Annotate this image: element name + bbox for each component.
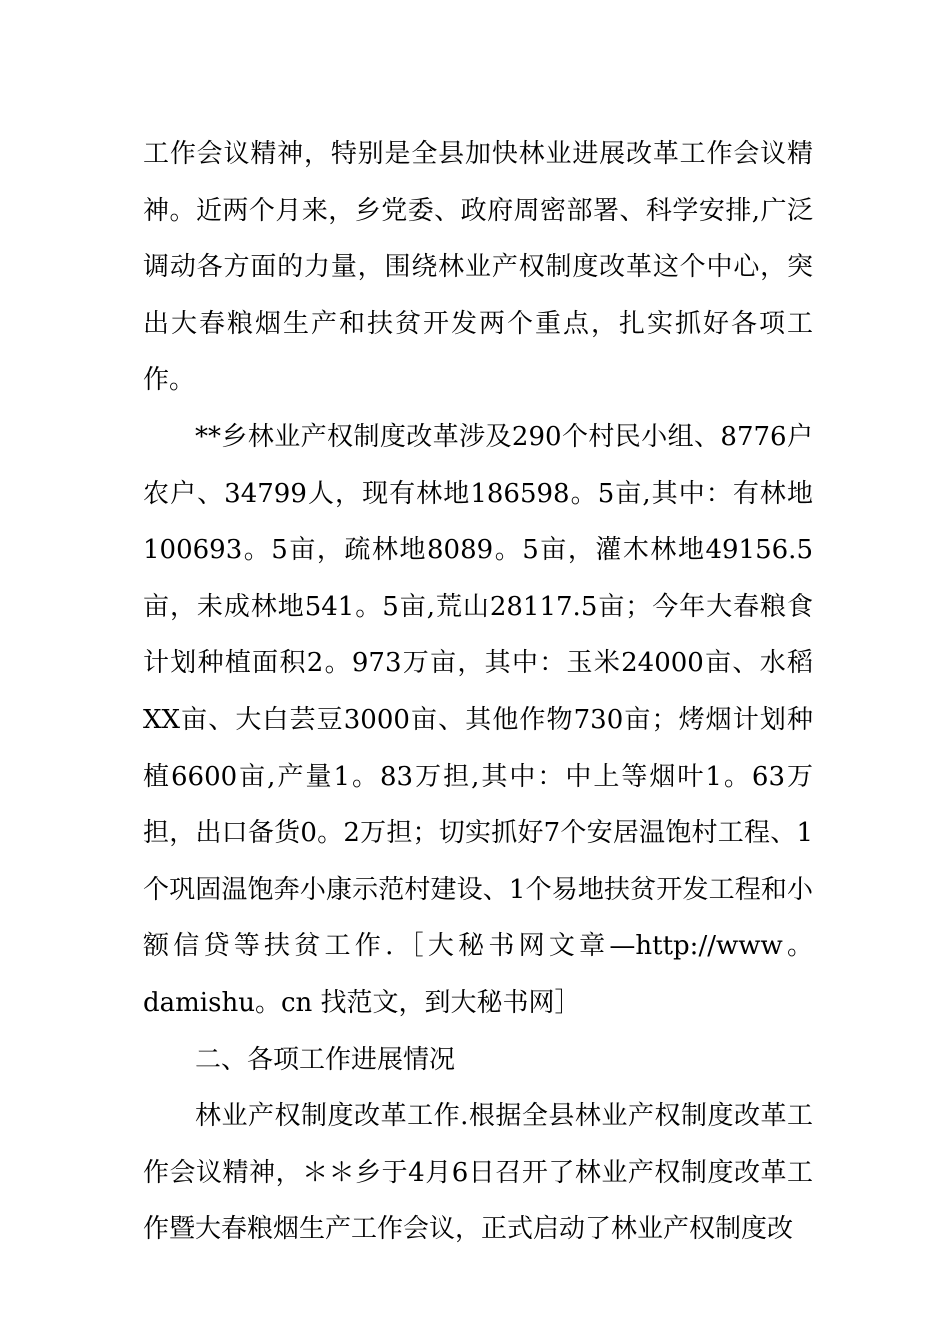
section-heading-progress: 二、各项工作进展情况: [195, 1044, 456, 1075]
paragraph-continuation: 工作会议精神，特别是全县加快林业进展改革工作会议精神。近两个月来，乡党委、政府周密部署、科学安排,广泛调动各方面的力量，围绕林业产权制度改革这个中心，突出大春粮烟生产和扶贫开发两个重点，扎实抓好各项工作。: [143, 139, 813, 396]
paragraph-forestry-overview: **乡林业产权制度改革涉及290个村民小组、8776户农户、34799人，现有林地186598。5亩,其中：有林地100693。5亩，疏林地8089。5亩，灌木林地49156.5亩，未成林地541。5亩,荒山28117.5亩；今年大春粮食计划种植面积2。973万亩，其中：玉米24000亩、水稻XX亩、大白芸豆3000亩、其他作物730亩；烤烟计划种植6600亩,产量1。83万担,其中：中上等烟叶1。63万担，出口备货0。2万担；切实抓好7个安居温饱村工程、1个巩固温饱奔小康示范村建设、1个易地扶贫开发工程和小额信贷等扶贫工作.［大秘书网文章—http://www。damishu。cn 找范文，到大秘书网］: [143, 421, 813, 1018]
document-body: [143, 126, 813, 1258]
paragraph-forestry-reform-work: 林业产权制度改革工作.根据全县林业产权制度改革工作会议精神，＊＊乡于4月6日召开了林业产权制度改革工作暨大春粮烟生产工作会议，正式启动了林业产权制度改: [143, 1101, 813, 1245]
